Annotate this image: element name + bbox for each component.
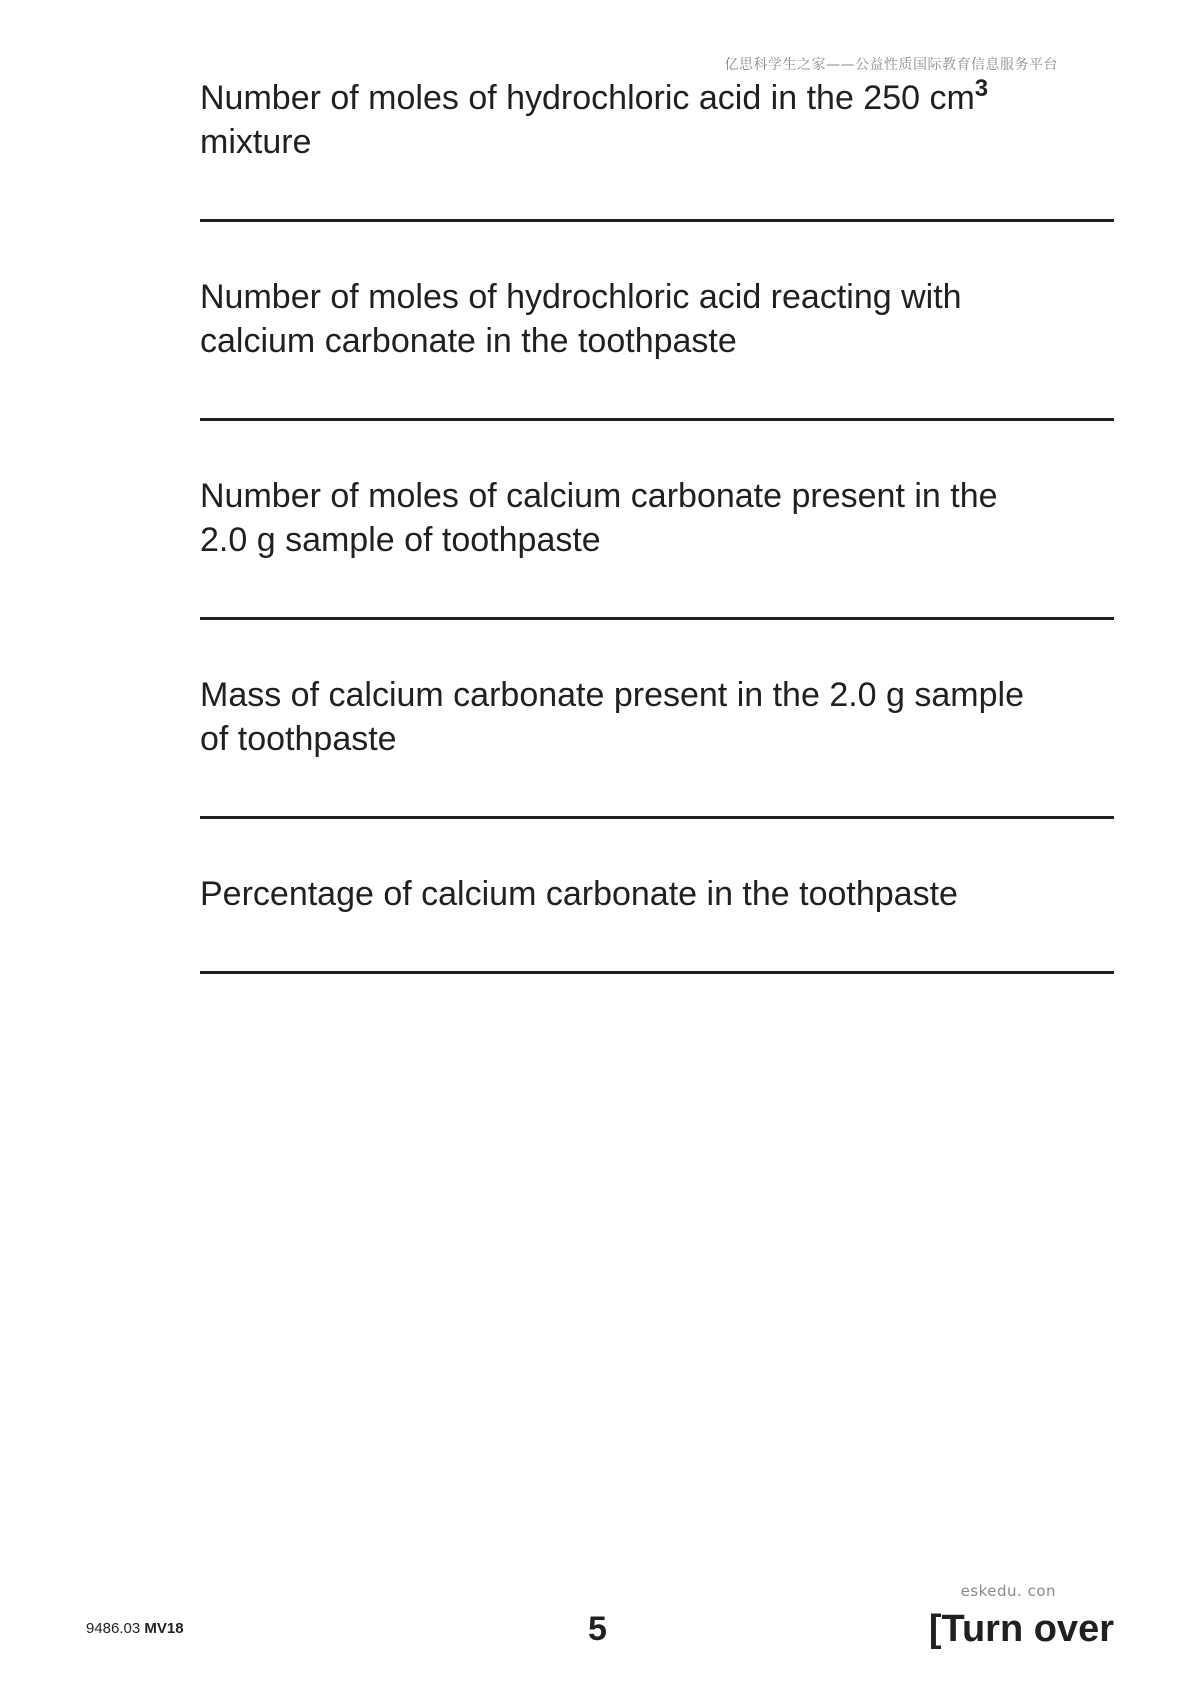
page-number: 5 <box>588 1610 607 1648</box>
question-list <box>200 76 1114 974</box>
question-line-1: Mass of calcium carbonate present in the 2.0 g sample <box>200 676 1024 714</box>
question-text <box>200 673 1114 761</box>
answer-line[interactable] <box>200 816 1114 819</box>
question-moles-hcl-mixture <box>200 76 1114 222</box>
exam-code <box>86 1620 184 1637</box>
superscript-cube: 3 <box>974 75 989 102</box>
answer-line[interactable] <box>200 219 1114 222</box>
header-watermark: 亿思科学生之家——公益性质国际教育信息服务平台 <box>724 57 1058 73</box>
question-mass-caco3 <box>200 673 1114 819</box>
question-line-2: calcium carbonate in the toothpaste <box>200 322 737 360</box>
question-text <box>200 474 1114 562</box>
question-percentage-caco3 <box>200 872 1114 974</box>
question-text <box>200 275 1114 363</box>
question-text <box>200 76 1114 164</box>
question-line-1: Number of moles of calcium carbonate present in the <box>200 477 998 515</box>
question-text-cont: mixture <box>200 123 312 161</box>
question-moles-caco3 <box>200 474 1114 620</box>
turn-over-label: [Turn over <box>928 1608 1114 1650</box>
footer-watermark: eskedu. con <box>960 1582 1056 1600</box>
question-text <box>200 872 1114 916</box>
answer-line[interactable] <box>200 418 1114 421</box>
question-line-1: Percentage of calcium carbonate in the toothpaste <box>200 875 958 913</box>
question-text-main: Number of moles of hydrochloric acid in the 250 cm <box>200 79 975 117</box>
question-moles-hcl-reacting <box>200 275 1114 421</box>
answer-line[interactable] <box>200 971 1114 974</box>
question-line-2: 2.0 g sample of toothpaste <box>200 521 601 559</box>
question-line-2: of toothpaste <box>200 720 397 758</box>
answer-line[interactable] <box>200 617 1114 620</box>
exam-code-version: MV18 <box>144 1620 184 1637</box>
exam-code-number: 9486.03 <box>86 1620 141 1637</box>
question-line-1: Number of moles of hydrochloric acid reacting with <box>200 278 962 316</box>
